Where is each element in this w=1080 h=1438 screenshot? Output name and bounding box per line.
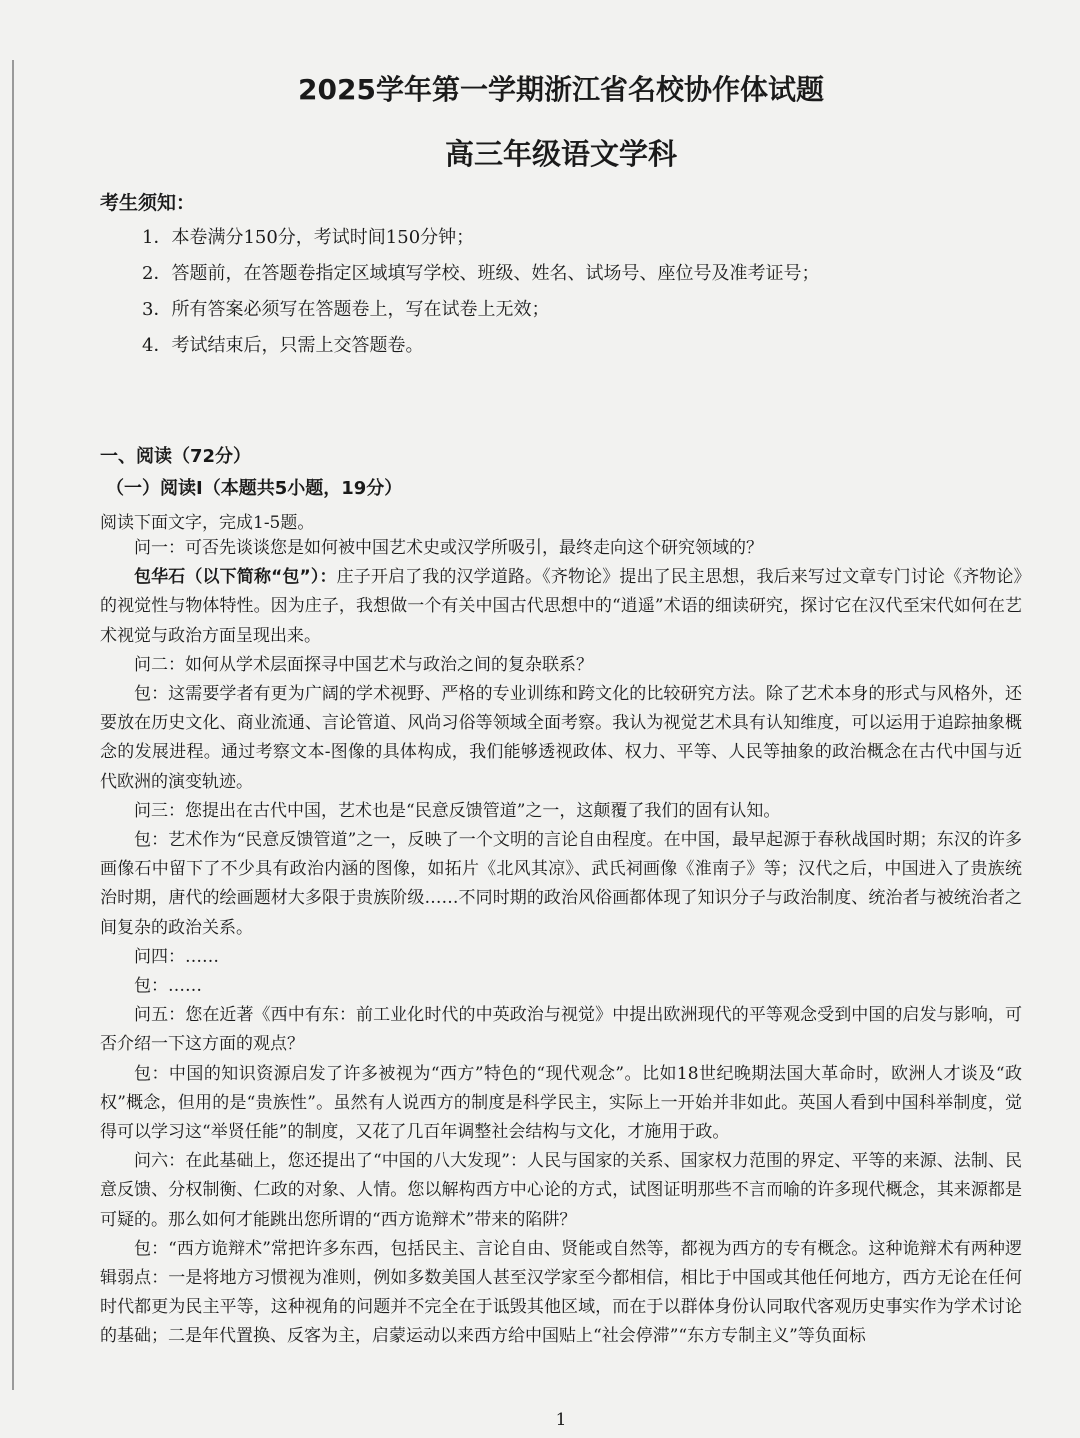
notice-list [142, 220, 819, 364]
passage-paragraph [100, 1235, 1022, 1352]
passage-paragraph [100, 534, 1022, 563]
passage-paragraph [100, 1060, 1022, 1148]
notice-item: 3．所有答案必须写在答题卷上，写在试卷上无效； [142, 299, 550, 320]
paragraph-text: 问四：…… [134, 946, 219, 967]
passage-paragraph [100, 797, 1022, 826]
passage-paragraph [100, 651, 1022, 680]
notice-heading: 考生须知： [100, 192, 196, 214]
passage-paragraph [100, 1001, 1022, 1059]
paragraph-text: 庄子开启了我的汉学道路。《齐物论》提出了民主思想，我后来写过文章专门讨论《齐物论》的视觉性与物体特性。因为庄子，我想做一个有关中国古代思想中的“逍遥”术语的细读研究，探讨它在汉代至宋代如何在艺术视觉与政治方面呈现出来。 [100, 567, 1022, 646]
passage-paragraph [100, 826, 1022, 943]
paragraph-text: 问五：您在近著《西中有东：前工业化时代的中英政治与视觉》中提出欧洲现代的平等观念受到中国的启发与影响，可否介绍一下这方面的观点？ [100, 1005, 1022, 1055]
exam-subtitle: 高三年级语文学科 [444, 137, 677, 171]
passage-paragraph [100, 1147, 1022, 1235]
paragraph-text: 包：艺术作为“民意反馈管道”之一，反映了一个文明的言论自由程度。在中国，最早起源于春秋战国时期；东汉的许多画像石中留下了不少具有政治内涵的图像，如拓片《北风其凉》、武氏祠画像《淮南子》等；汉代之后，中国进入了贵族统治时期，唐代的绘画题材大多限于贵族阶级……不同时期的政治风俗画都体现了知识分子与政治制度、统治者与被统治者之间复杂的政治关系。 [100, 830, 1022, 938]
paragraph-text: 包：这需要学者有更为广阔的学术视野、严格的专业训练和跨文化的比较研究方法。除了艺术本身的形式与风格外，还要放在历史文化、商业流通、言论管道、风尚习俗等领域全面考察。我认为视觉艺术具有认知维度，可以运用于追踪抽象概念的发展进程。通过考察文本-图像的具体构成，我们能够透视政体、权力、平等、人民等抽象的政治概念在古代中国与近代欧洲的演变轨迹。 [100, 684, 1022, 792]
notice-item: 2．答题前，在答题卷指定区域填写学校、班级、姓名、试场号、座位号及准考证号； [142, 263, 820, 284]
passage-paragraph [100, 563, 1022, 651]
passage-paragraph [100, 943, 1022, 972]
paragraph-text: 问一：可否先谈谈您是如何被中国艺术史或汉学所吸引，最终走向这个研究领域的？ [134, 538, 763, 558]
notice-item: 4．考试结束后，只需上交答题卷。 [142, 335, 424, 356]
passage-paragraph [100, 972, 1022, 1001]
exam-title: 2025学年第一学期浙江省名校协作体试题 [298, 73, 824, 106]
passage-paragraph [100, 680, 1022, 797]
paragraph-text: 包：…… [134, 976, 202, 997]
page-number: 1 [555, 1410, 567, 1430]
exam-page [100, 60, 1022, 1430]
paragraph-text: 问六：在此基础上，您还提出了“中国的八大发现”：人民与国家的关系、国家权力范围的界定、平等的来源、法制、民意反馈、分权制衡、仁政的对象、人情。您以解构西方中心论的方式，试图证明那些不言而喻的许多现代概念，其来源都是可疑的。那么如何才能跳出您所谓的“西方诡辩术”带来的陷阱？ [100, 1151, 1022, 1230]
reading-passage [100, 534, 1022, 1352]
paragraph-text: 问三：您提出在古代中国，艺术也是“民意反馈管道”之一，这颠覆了我们的固有认知。 [134, 800, 781, 821]
page-left-edge [12, 60, 14, 1390]
section-heading: 一、阅读（72分） [100, 446, 252, 467]
reading-instruction: 阅读下面文字，完成1-5题。 [100, 513, 315, 533]
paragraph-text: 问二：如何从学术层面探寻中国艺术与政治之间的复杂联系？ [134, 654, 593, 675]
notice-item: 1．本卷满分150分，考试时间150分钟； [142, 227, 475, 248]
paragraph-text: 包：中国的知识资源启发了许多被视为“西方”特色的“现代观念”。比如18世纪晚期法国大革命时，欧洲人才谈及“政权”概念，但用的是“贵族性”。虽然有人说西方的制度是科学民主，实际上一开始并非如此。英国人看到中国科举制度，觉得可以学习这“举贤任能”的制度，又花了几百年调整社会结构与文化，才施用于政。 [100, 1063, 1022, 1143]
speaker-label: 包华石（以下简称“包”）： [134, 567, 337, 588]
subsection-heading: （一）阅读Ⅰ（本题共5小题，19分） [106, 478, 403, 499]
paragraph-text: 包：“西方诡辩术”常把许多东西，包括民主、言论自由、贤能或自然等，都视为西方的专有概念。这种诡辩术有两种逻辑弱点：一是将地方习惯视为准则，例如多数美国人甚至汉学家至今都相信，相比于中国或其他任何地方，西方无论在任何时代都更为民主平等，这种视角的问题并不完全在于诋毁其他区域，而在于以群体身份认同取代客观历史事实作为学术讨论的基础；二是年代置换、反客为主，启蒙运动以来西方给中国贴上“社会停滞”“东方专制主义”等负面标 [100, 1238, 1022, 1347]
